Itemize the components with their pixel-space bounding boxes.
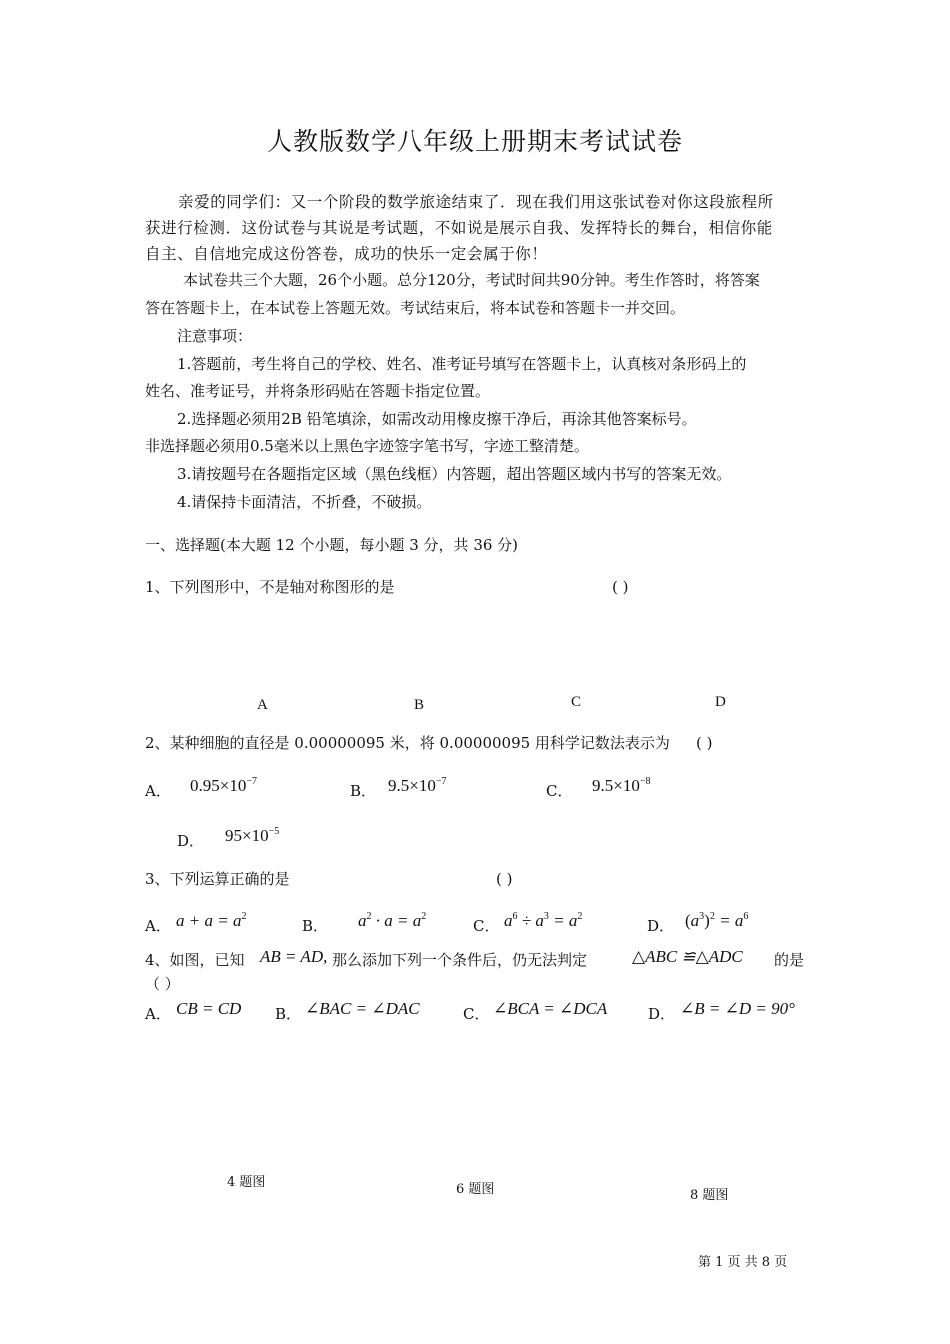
question-4-stem-a: 4、如图，已知 <box>145 951 245 969</box>
question-3-option-a-label: A． <box>145 917 171 935</box>
note-3: 3.请按题号在各题指定区域（黑色线框）内答题，超出答题区域内书写的答案无效。 <box>177 465 732 483</box>
page-title: 人教版数学八年级上册期末考试试卷 <box>266 127 683 156</box>
question-1-label-b: B <box>414 697 425 713</box>
question-4-option-d-label: D． <box>648 1005 676 1023</box>
question-3-option-c: $a^6 \div a^3 = a^2$ <box>504 911 583 930</box>
question-4-stem-c: 的是 <box>774 951 805 969</box>
question-3-option-c-label: C． <box>473 917 500 935</box>
question-4-option-d: ∠B = ∠D = 90° <box>680 999 795 1018</box>
question-2-option-b-label: B． <box>350 782 377 800</box>
note-1b: 姓名、准考证号，并将条形码贴在答题卡指定位置。 <box>145 382 491 400</box>
question-3-option-d-label: D． <box>647 917 675 935</box>
note-1a: 1.答题前，考生将自己的学校、姓名、准考证号填写在答题卡上，认真核对条形码上的 <box>177 355 747 373</box>
question-2-option-a: $0.95\times 10^{-7}$ <box>190 776 257 795</box>
question-4-congruence: △ABC ≌△ADC <box>632 947 743 966</box>
question-1-label-d: D <box>715 694 726 710</box>
intro-line-2: 获进行检测．这份试卷与其说是考试题，不如说是展示自我、发挥特长的舞台，相信你能 <box>145 219 773 237</box>
question-3-option-d: $(a^3)^2 = a^6$ <box>685 911 749 930</box>
question-4-stem-b: 那么添加下列一个条件后，仍无法判定 <box>332 951 588 969</box>
question-1-stem: 1、下列图形中，不是轴对称图形的是 <box>145 578 395 596</box>
question-4-answer-blank: （ ） <box>145 975 180 993</box>
question-3-answer-blank: ( ) <box>496 870 513 888</box>
question-2-option-b: $9.5\times 10^{-7}$ <box>388 776 447 795</box>
info-line-2: 答在答题卡上，在本试卷上答题无效。考试结束后，将本试卷和答题卡一并交回。 <box>145 299 686 317</box>
question-4-option-c-label: C． <box>463 1005 490 1023</box>
question-4-option-c: ∠BCA = ∠DCA <box>493 999 608 1018</box>
question-3-option-a: $a + a = a^2$ <box>176 911 247 930</box>
note-2a: 2.选择题必须用2B 铅笔填涂，如需改动用橡皮擦干净后，再涂其他答案标号。 <box>177 410 697 428</box>
note-4: 4.请保持卡面清洁，不折叠，不破损。 <box>177 493 432 511</box>
figure-caption-4: 4 题图 <box>227 1175 266 1190</box>
figure-caption-8: 8 题图 <box>690 1188 729 1203</box>
question-4-option-a: CB = CD <box>176 999 242 1018</box>
question-3-stem: 3、下列运算正确的是 <box>145 870 290 888</box>
note-2b: 非选择题必须用0.5毫米以上黑色字迹签字笔书写，字迹工整清楚。 <box>145 437 589 455</box>
question-2-stem: 2、某种细胞的直径是 0.00000095 米，将 0.00000095 用科学记数法表示为 <box>145 734 670 752</box>
intro-line-1: 亲爱的同学们：又一个阶段的数学旅途结束了．现在我们用这张试卷对你这段旅程所 <box>178 193 774 211</box>
question-1-answer-blank: ( ) <box>612 578 629 596</box>
info-line-1: 本试卷共三个大题，26个小题。总分120分，考试时间共90分钟。考生作答时，将答案 <box>183 271 760 289</box>
question-4-option-b: ∠BAC = ∠DAC <box>305 999 420 1018</box>
section-1-heading: 一、选择题(本大题 12 个小题，每小题 3 分，共 36 分) <box>145 536 519 554</box>
question-2-option-c-label: C． <box>546 782 573 800</box>
question-3-option-b-label: B． <box>302 917 329 935</box>
question-4-option-a-label: A． <box>145 1005 171 1023</box>
question-2-option-c: $9.5\times 10^{-8}$ <box>592 776 651 795</box>
intro-line-3: 自主、自信地完成这份答卷，成功的快乐一定会属于你！ <box>145 245 548 263</box>
question-2-option-d-label: D． <box>177 832 205 850</box>
question-1-label-a: A <box>257 697 268 713</box>
page-footer: 第 1 页 共 8 页 <box>698 1255 788 1270</box>
question-3-option-b: $a^2 \cdot a = a^2$ <box>358 911 427 930</box>
question-2-answer-blank: ( ) <box>696 734 713 752</box>
question-1-label-c: C <box>571 694 582 710</box>
question-4-option-b-label: B． <box>275 1005 302 1023</box>
figure-caption-6: 6 题图 <box>456 1182 495 1197</box>
question-4-given: AB = AD, <box>260 947 328 966</box>
question-2-option-a-label: A． <box>145 782 171 800</box>
notes-heading: 注意事项： <box>177 327 253 345</box>
question-2-option-d: $95\times 10^{-5}$ <box>225 826 280 845</box>
